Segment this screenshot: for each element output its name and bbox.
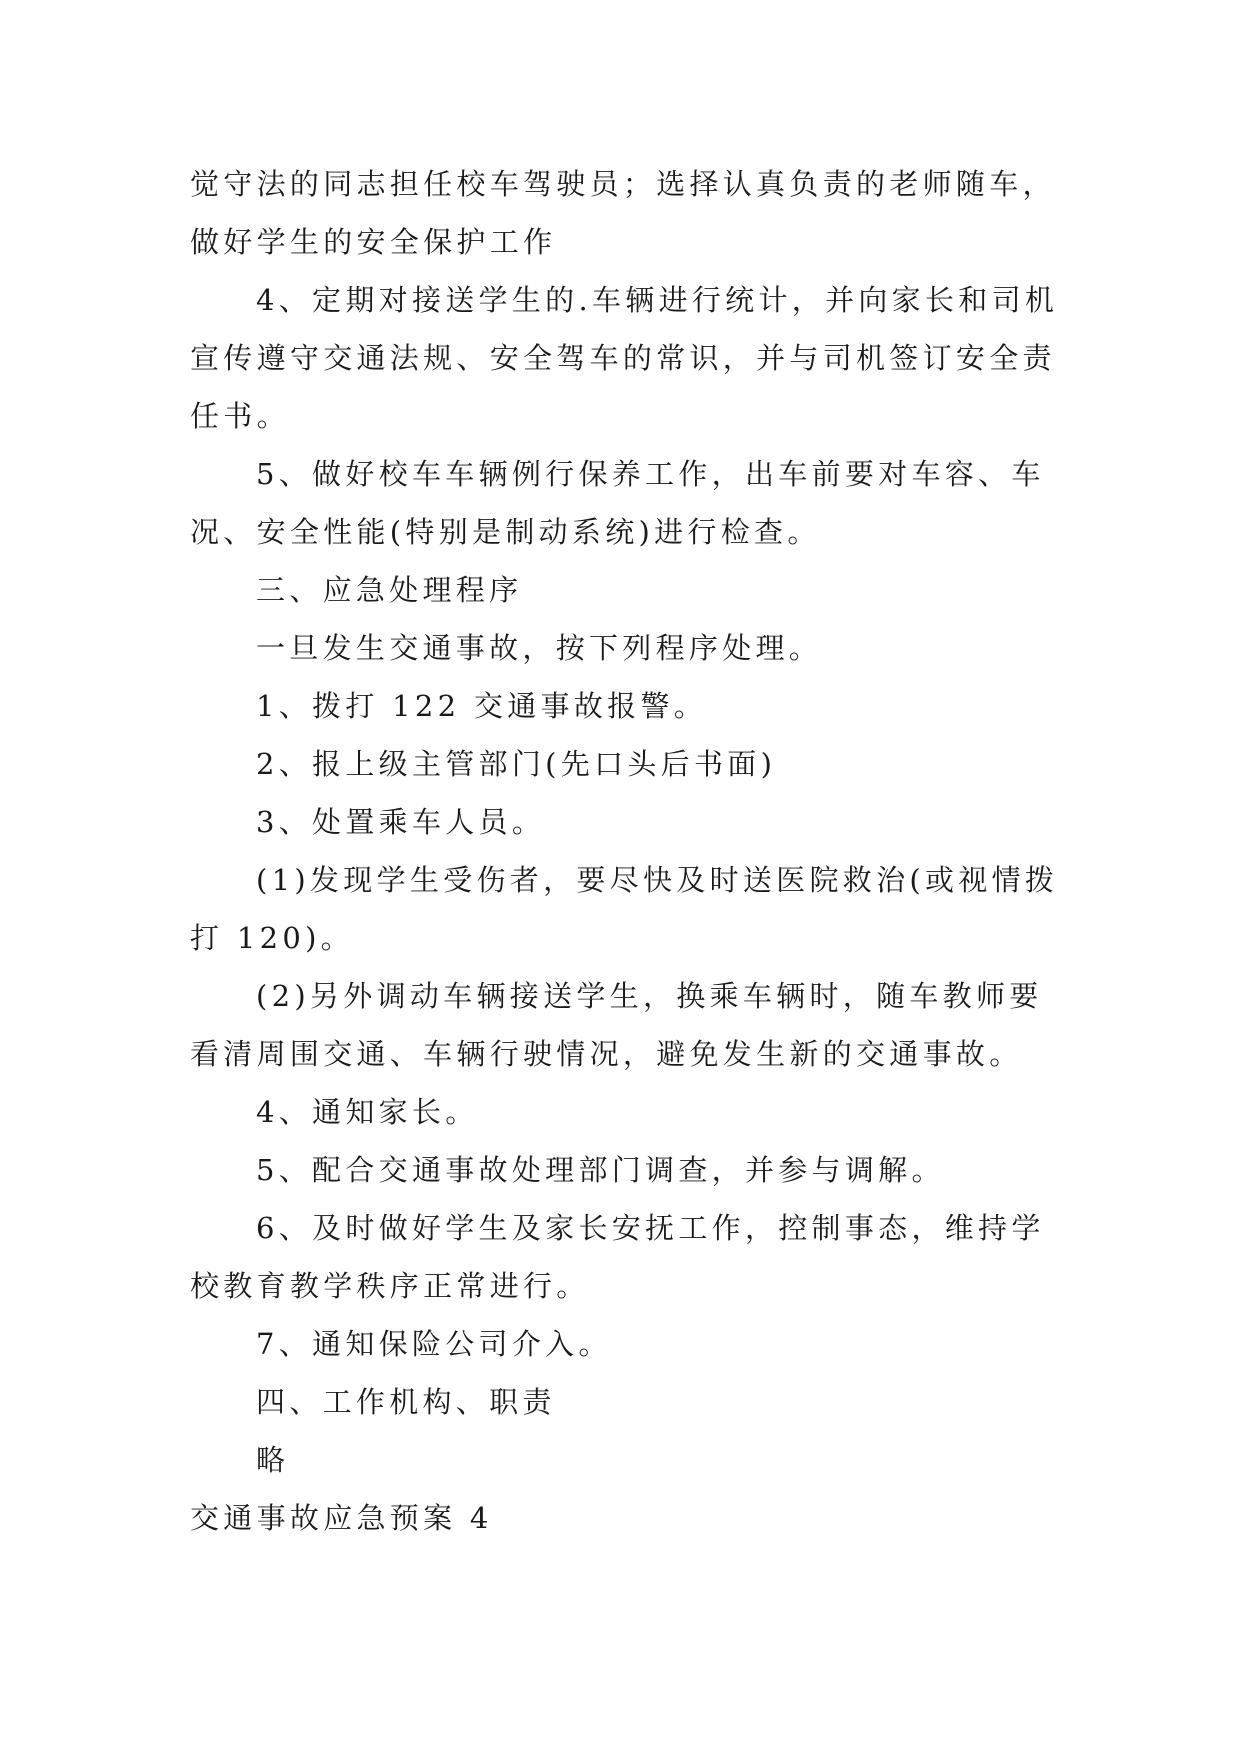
heading-emergency-procedure: 三、应急处理程序 (256, 573, 523, 607)
heading-organization-duties: 四、工作机构、职责 (256, 1385, 556, 1419)
paragraph-step-1: 1、拨打 122 交通事故报警。 (256, 689, 708, 723)
paragraph-accident-intro: 一旦发生交通事故，按下列程序处理。 (256, 631, 823, 665)
paragraph-item-5-maintenance: 5、做好校车车辆例行保养工作，出车前要对车容、车况、安全性能(特别是制动系统)进行检查。 (190, 457, 1045, 549)
paragraph-step-6: 6、及时做好学生及家长安抚工作，控制事态，维持学校教育教学秩序正常进行。 (190, 1211, 1045, 1303)
paragraph-step-3-sub-2: (2)另外调动车辆接送学生，换乘车辆时，随车教师要看清周围交通、车辆行驶情况，避免发生新的交通事故。 (190, 979, 1043, 1071)
paragraph-step-3-sub-1: (1)发现学生受伤者，要尽快及时送医院救治(或视情拨打 120)。 (190, 863, 1059, 955)
paragraph-step-7: 7、通知保险公司介入。 (256, 1327, 612, 1361)
paragraph-omitted: 略 (256, 1443, 290, 1477)
section-title: 交通事故应急预案 4 (190, 1501, 493, 1535)
paragraph-step-3: 3、处置乘车人员。 (256, 805, 546, 839)
paragraph-step-5: 5、配合交通事故处理部门调查，并参与调解。 (256, 1153, 945, 1187)
paragraph-item-4-vehicle-stats: 4、定期对接送学生的.车辆进行统计，并向家长和司机宣传遵守交通法规、安全驾车的常识，并与司机签订安全责任书。 (190, 283, 1059, 433)
paragraph-driver-selection: 觉守法的同志担任校车驾驶员；选择认真负责的老师随车，做好学生的安全保护工作 (190, 167, 1056, 259)
paragraph-step-4: 4、通知家长。 (256, 1095, 479, 1129)
document-body (190, 155, 1060, 1547)
paragraph-step-2: 2、报上级主管部门(先口头后书面) (256, 747, 777, 781)
